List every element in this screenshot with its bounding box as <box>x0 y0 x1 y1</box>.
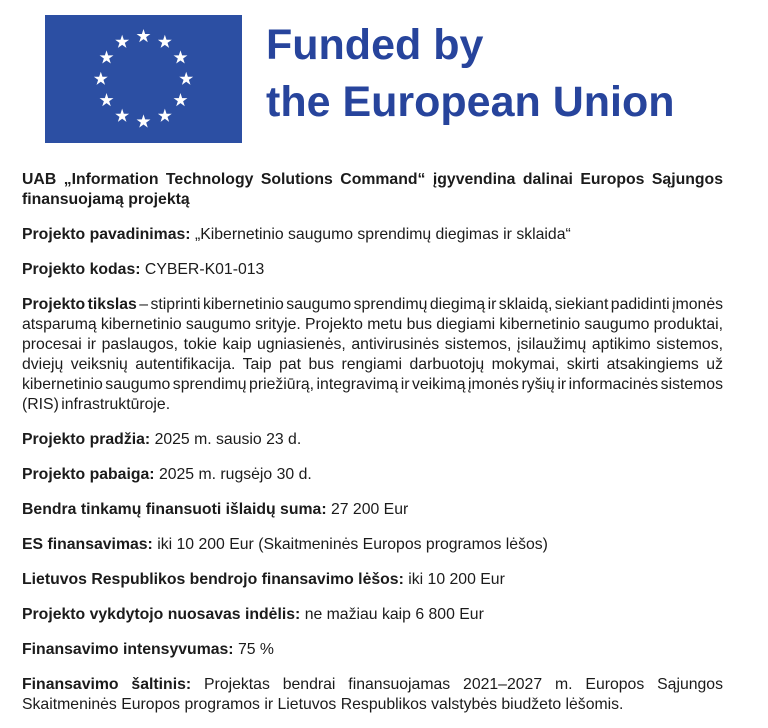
field-value: iki 10 200 Eur <box>408 571 505 588</box>
funded-by-line1: Funded by <box>266 21 484 69</box>
field-nuosavas-indelis <box>22 605 723 625</box>
field-label: Finansavimo intensyvumas: <box>22 641 234 658</box>
field-bendra-islaidu-suma <box>22 500 723 520</box>
field-finansavimo-saltinis <box>22 675 723 715</box>
field-label: Lietuvos Respublikos bendrojo finansavimo lėšos: <box>22 571 404 588</box>
field-label: ES finansavimas: <box>22 536 153 553</box>
field-value: iki 10 200 Eur (Skaitmeninės Europos programos lėšos) <box>157 536 548 553</box>
field-value: ne mažiau kaip 6 800 Eur <box>304 606 484 623</box>
field-label: Finansavimo šaltinis: <box>22 676 192 693</box>
field-value: 2025 m. rugsėjo 30 d. <box>158 466 312 483</box>
field-lr-bendrojo-finansavimo-lesos <box>22 570 723 590</box>
intro-paragraph <box>22 170 723 210</box>
field-value: 75 % <box>237 641 274 658</box>
field-value: 27 200 Eur <box>330 501 409 518</box>
funded-by-line2: the European Union <box>266 78 675 126</box>
field-label: Projekto pradžia: <box>22 431 151 448</box>
field-projekto-kodas <box>22 260 723 280</box>
field-value: Projektas bendrai finansuojamas 2021–2027 m. Europos Sąjungos Skaitmeninės Europos programos ir Lietuvos Respublikos valstybės biudžeto lėšomis. <box>22 676 723 713</box>
field-label: Projekto tikslas <box>22 296 137 313</box>
eu-funding-logo <box>0 0 768 143</box>
field-es-finansavimas <box>22 535 723 555</box>
field-finansavimo-intensyvumas <box>22 640 723 660</box>
field-label: Projekto pabaiga: <box>22 466 155 483</box>
eu-flag-icon <box>45 15 242 143</box>
field-value: – stiprinti kibernetinio saugumo sprendimų diegimą ir sklaidą, siekiant padidinti įmonės atsparumą kibernetinio saugumo srityje. Projekto metu bus diegiami kibernetinio saugumo produktai, procesai ir paslaugos, tokie kaip ugniasienės, antivirusinės sistemos, įsilaužimų aptikimo sistemos, dviejų veiksnių autentifikacija. Taip pat bus rengiami darbuotojų mokymai, skirti atsakingiems už kibernetinio saugumo sprendimų priežiūrą, integravimą ir veikimą įmonės ryšių ir informacinės sistemos (RIS) infrastruktūroje. <box>22 296 723 413</box>
funded-by-caption <box>266 15 675 131</box>
field-value: 2025 m. sausio 23 d. <box>154 431 302 448</box>
field-label: Projekto pavadinimas: <box>22 226 191 243</box>
field-label: Projekto vykdytojo nuosavas indėlis: <box>22 606 301 623</box>
field-value: CYBER-K01-013 <box>144 261 265 278</box>
field-projekto-pradzia <box>22 430 723 450</box>
field-value: „Kibernetinio saugumo sprendimų diegimas ir sklaida“ <box>194 226 571 243</box>
field-label: Projekto kodas: <box>22 261 141 278</box>
intro-text: UAB „Information Technology Solutions Command“ įgyvendina dalinai Europos Sąjungos finansuojamą projektą <box>22 171 723 208</box>
field-projekto-tikslas <box>22 295 723 415</box>
field-projekto-pavadinimas <box>22 225 723 245</box>
field-label: Bendra tinkamų finansuoti išlaidų suma: <box>22 501 327 518</box>
field-projekto-pabaiga <box>22 465 723 485</box>
project-details <box>0 143 768 715</box>
